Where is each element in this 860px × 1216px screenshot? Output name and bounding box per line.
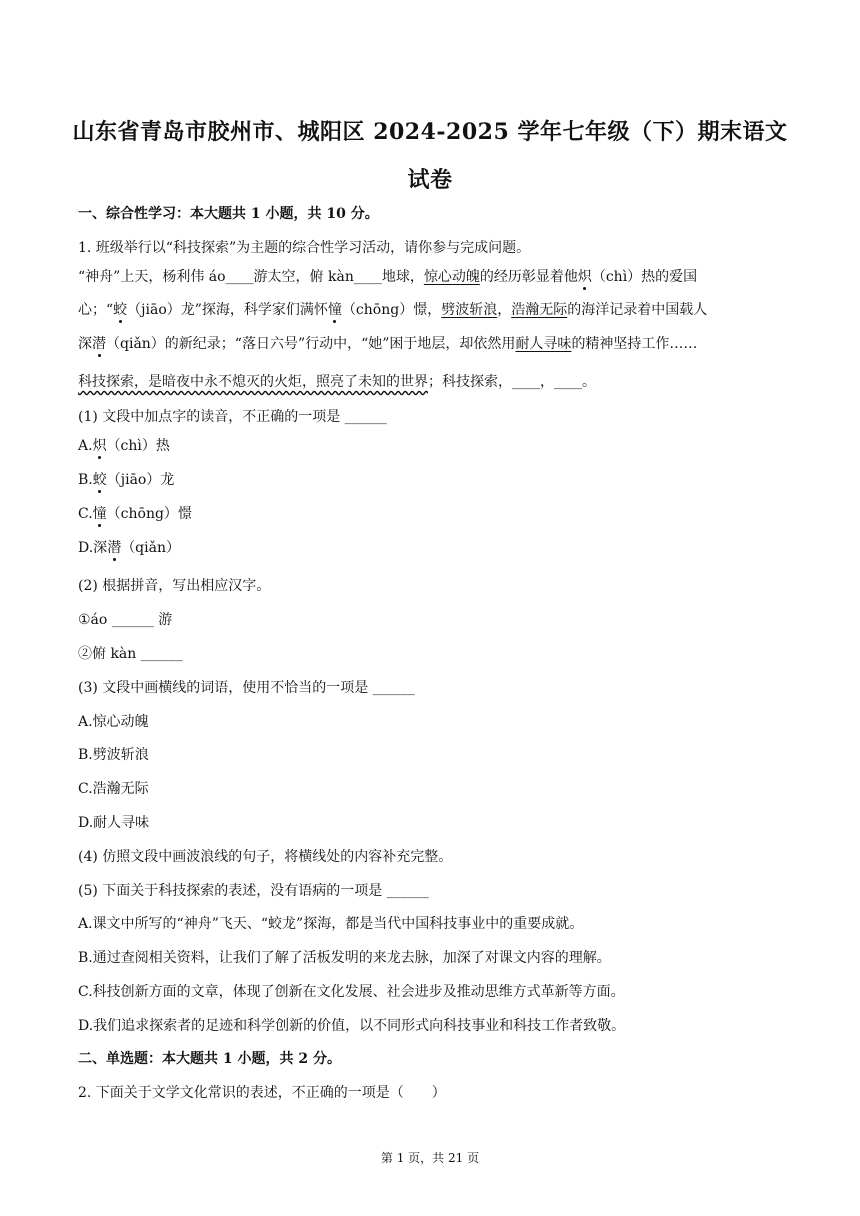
option-b: B.劈波斩浪 (78, 747, 149, 763)
underlined-term: 劈波斩浪 (441, 302, 498, 318)
passage-line-1: “神舟”上天，杨利伟 áo____游太空，俯 kàn____地球，惊心动魄的经历彰显着他炽（chì）热的爱国 (78, 269, 698, 285)
option-c: C.浩瀚无际 (78, 781, 149, 797)
wavy-underlined-sentence: 科技探索，是暗夜中永不熄灭的火炬，照亮了未知的世界 (78, 374, 428, 390)
option-c: C.憧（chōng）憬 (78, 506, 192, 522)
option-d: D.深潜（qiǎn） (78, 540, 180, 556)
blank: ____ (512, 374, 540, 390)
option-b: B.蛟（jiāo）龙 (78, 472, 175, 488)
option-a: A.课文中所写的“神舟”飞天、“蛟龙”探海，都是当代中国科技事业中的重要成就。 (78, 916, 584, 932)
dotted-char: 憧 (92, 506, 107, 522)
passage-line-2: 心；“蛟（jiāo）龙”探海，科学家们满怀憧（chōng）憬，劈波斩浪，浩瀚无际的海洋记录着中国载人 (78, 302, 708, 318)
underlined-term: 惊心动魄 (423, 269, 480, 285)
underlined-term: 浩瀚无际 (511, 302, 568, 318)
blank: ____ (353, 269, 382, 285)
section-heading-1: 一、综合性学习：本大题共 1 小题，共 10 分。 (78, 206, 379, 222)
dotted-char: 炽 (92, 438, 107, 454)
option-d: D.我们追求探索者的足迹和科学创新的价值，以不同形式向科技事业和科技工作者致敬。 (78, 1018, 626, 1034)
sub-question-4: (4) 仿照文段中画波浪线的句子，将横线处的内容补充完整。 (78, 849, 453, 865)
passage-line-3: 深潜（qiǎn）的新纪录；“落日六号”行动中，“她”困于地层，却依然用耐人寻味的精神坚持工作…… (78, 336, 698, 352)
exam-title (40, 108, 820, 204)
dotted-char: 潜 (92, 336, 106, 352)
option-c: C.科技创新方面的文章，体现了创新在文化发展、社会进步及推动思维方式革新等方面。 (78, 984, 625, 1000)
sub-question-5: (5) 下面关于科技探索的表述，没有语病的一项是 ______ (78, 883, 429, 899)
sub-question-3: (3) 文段中画横线的词语，使用不恰当的一项是 ______ (78, 680, 415, 696)
page-number: 第 1 页，共 21 页 (380, 1151, 480, 1165)
option-b: B.通过查阅相关资料，让我们了解了活板发明的来龙去脉，加深了对课文内容的理解。 (78, 950, 611, 966)
title-line-2: 试卷 (407, 167, 453, 193)
sub-question-2: (2) 根据拼音，写出相应汉字。 (78, 578, 271, 594)
dotted-char: 蛟 (113, 302, 128, 318)
option-a: A.炽（chì）热 (78, 438, 170, 454)
passage-line-4: 科技探索，是暗夜中永不熄灭的火炬，照亮了未知的世界；科技探索，____，____。 (78, 374, 596, 390)
pinyin-item-2: ②俯 kàn ______ (78, 646, 183, 662)
dotted-char: 炽 (577, 269, 592, 285)
option-d: D.耐人寻味 (78, 815, 150, 831)
sub-question-1: (1) 文段中加点字的读音，不正确的一项是 ______ (78, 409, 387, 425)
section-heading-2: 二、单选题：本大题共 1 小题，共 2 分。 (78, 1051, 341, 1067)
dotted-char: 潜 (107, 540, 122, 556)
pinyin-item-1: ①áo ______ 游 (78, 612, 173, 628)
question-1-intro: 1. 班级举行以“科技探索”为主题的综合性学习活动，请你参与完成问题。 (78, 240, 531, 256)
blank: ____ (554, 374, 582, 390)
underlined-term: 耐人寻味 (515, 336, 572, 352)
blank: ____ (225, 269, 254, 285)
dotted-char: 憧 (327, 302, 342, 318)
question-2-stem: 2. 下面关于文学文化常识的表述，不正确的一项是（ ） (78, 1085, 446, 1101)
title-line-1: 山东省青岛市胶州市、城阳区 2024-2025 学年七年级（下）期末语文 (72, 119, 788, 145)
dotted-char: 蛟 (92, 472, 107, 488)
option-a: A.惊心动魄 (78, 714, 149, 730)
